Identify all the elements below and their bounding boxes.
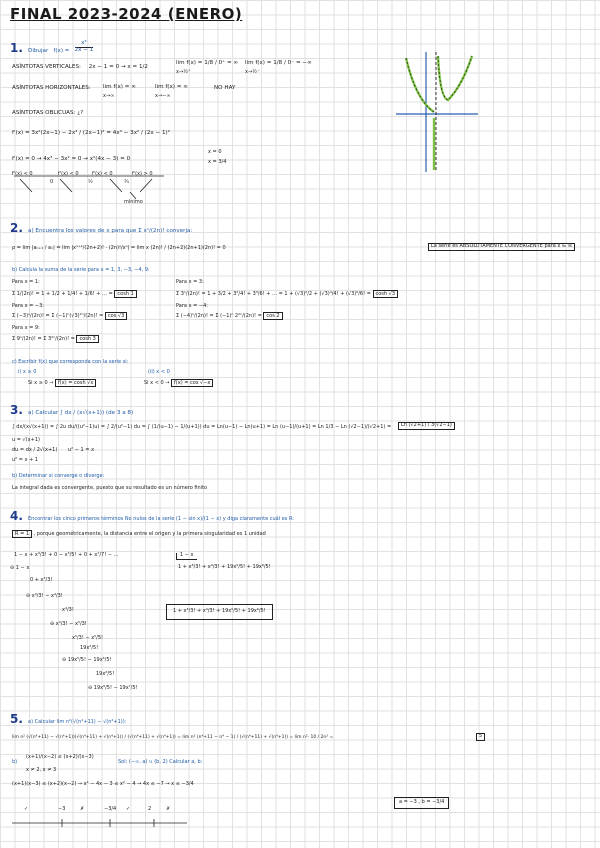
xm4-result: cos 2: [263, 312, 282, 320]
x9-label: Para x = 9:: [12, 325, 40, 331]
problem-2-prompt-c: c) Escribir f(x) que corresponda con la serie si:: [12, 359, 129, 365]
division-step-4: ⊖ 19x⁵/5! − 19x⁶/5!: [62, 657, 112, 663]
line-mark-2: −3: [58, 806, 66, 812]
critical-solution-1: x = 0: [208, 149, 222, 155]
cii-expression: [144, 381, 213, 387]
critical-points: f'(x) = 0 → 4x³ − 3x² = 0 → x²(4x − 3) = 0: [12, 156, 131, 162]
ci-label: i) x ≥ 0: [18, 369, 37, 375]
problem-5-b-label: b): [12, 759, 18, 765]
problem-2-prompt-b: b) Calcula la suma de la serie para x = 1, 3, −3, −4, 9:: [12, 267, 150, 273]
problem-1-number: 1.: [10, 41, 23, 55]
ah-limit-neg-sub: x→−∞: [155, 93, 171, 99]
sign-2: f'(x) < 0: [58, 171, 79, 177]
av-label: ASÍNTOTAS VERTICALES:: [12, 64, 81, 70]
line-mark-6: 2: [148, 806, 152, 812]
x3-result: cosh √3: [373, 290, 399, 298]
ah-limit-neg: lim f(x) = ∞: [155, 84, 188, 90]
integral-solution: ∫ dx/(x√(x+1)) = ∫ 2u du/((u²−1)u) = ∫ 2/(u²−1) du = ∫ (1/(u−1) − 1/(u+1)) du = Ln(u−1) − Ln(u+1) = Ln (u−1)/(u+1) = Ln 1/3 − Ln (√2−1)/(√2+1) =: [12, 424, 392, 430]
ao-label: ASÍNTOTAS OBLICUAS: ¿?: [12, 110, 84, 116]
problem-2-prompt-a: a) Encuentra los valores de x para que Σ xⁿ/(2n)! converja:: [28, 228, 193, 234]
problem-4-prompt: Encontrar los cinco primeros términos No nulos de la serie (1 − sin x)/(1 − x) y diga claramente cuál es R:: [28, 516, 294, 522]
problem-3-prompt-a: a) Calcular ∫ dx / (x√(x+1)) (de 3 a 8): [28, 410, 134, 416]
problem-2-number: 2.: [10, 221, 23, 235]
limit-solution: lim n² (√(n⁴+11) − √(n⁴+1))(√(n⁴+11) + √(n⁴+1)) / (√(n⁴+11) + √(n⁴+1)) = lim n² (n⁴+11 − n⁴ − 1) / (√(n⁴+11) + √(n⁴+1)) = lim n²· 10 / 2n² =: [12, 735, 334, 740]
cii-label: (ii) x < 0: [148, 369, 170, 375]
sub-x: u² − 1 = x: [68, 447, 95, 453]
av-limit-right-sub: x→½⁺: [176, 69, 191, 75]
cii-result: f(x) = cos √−x: [171, 379, 213, 387]
problem-5-prompt-a: a) Calcular lim n²(√(n⁴+11) − √(n⁴+1)):: [28, 719, 127, 725]
division-step-5: ⊖ 19x⁶/5! − 19x⁷/5!: [88, 685, 138, 691]
sign-1: f'(x) < 0: [12, 171, 33, 177]
x1-label: Para x = 1:: [12, 279, 40, 285]
inequality-domain: x ≠ 2, x ≠ 3: [26, 767, 57, 773]
xm3-expression: [12, 314, 127, 320]
inequality-work: (x+1)(x−3) ≤ (x+2)(x−2) → x² − 4x − 3 ≤ x² − 4 → 4x ≤ −7 → x ≤ −3/4: [12, 781, 194, 787]
line-mark-3: ✗: [80, 806, 85, 812]
problem-4-header: [10, 506, 294, 524]
radius-line: [12, 532, 266, 538]
minimum-label: mínimo: [124, 199, 143, 205]
radius-explanation: , porque geométricamente, la distancia entre el origen y la primera singularidad es 1 unidad: [33, 531, 266, 537]
sign-3: f'(x) < 0: [92, 171, 113, 177]
division-quotient: 1 + x³/3! + x⁴/3! + 19x⁵/5! + 19x⁶/5!: [178, 564, 271, 570]
division-remainder-1: 0 + x³/3!: [30, 577, 53, 583]
problem-2-header: [10, 218, 192, 236]
inequality-result: a = −3 , b = −3/4: [394, 797, 449, 809]
convergence-conclusion: La serie es ABSOLUTAMENTE CONVERGENTE para x ∈ ℝ: [428, 243, 575, 251]
problem-1-fraction: [75, 41, 94, 54]
problem-3-number: 3.: [10, 403, 23, 417]
x3-expression: [176, 292, 398, 298]
division-remainder-4: 19x⁶/5!: [96, 671, 115, 677]
problem-3-header: [10, 400, 133, 418]
problem-1-prompt: Dibujar: [28, 48, 49, 54]
sign-4: f'(x) > 0: [132, 171, 153, 177]
division-remainder-3: x⁵/3! − x⁵/5!: [72, 635, 104, 641]
division-step-2: ⊖ x³/3! − x⁴/3!: [26, 593, 63, 599]
problem-5-header: [10, 709, 126, 727]
problem-3-answer-b: La integral dada es convergente, puesto que su resultado es un número finito: [12, 485, 208, 491]
sub-u-squared: u² = x + 1: [12, 457, 39, 463]
av-limit-left-sub: x→½⁻: [245, 69, 260, 75]
number-line: [12, 816, 192, 830]
division-divisor: 1 − x: [176, 553, 197, 560]
x1-sum: Σ 1/(2n)! = 1 + 1/2 + 1/4! + 1/6! + … =: [12, 291, 113, 297]
sign-mark-0: 0: [50, 179, 54, 185]
integral-result: Ln (√2+1) / 3(√2−1): [398, 422, 455, 430]
function-graph: [396, 52, 478, 172]
page-title: FINAL 2023-2024 (ENERO): [10, 5, 243, 23]
line-mark-4: −3/4: [104, 806, 117, 812]
division-step-1: ⊖ 1 − x: [10, 565, 30, 571]
ci-expression: [28, 381, 96, 387]
xm3-label: Para x = −3:: [12, 303, 44, 309]
av-limit-left: lim f(x) = 1/8 / 0⁻ = −∞: [245, 60, 312, 66]
x9-expression: [12, 337, 99, 343]
problem-1-denominator: 2x − 1: [74, 47, 94, 53]
ci-condition: Si x ≥ 0 →: [28, 380, 54, 386]
division-remainder-3b: 19x⁵/5!: [80, 645, 99, 651]
ah-limit-pos-sub: x→∞: [103, 93, 115, 99]
inequality-solution-form: Sol: (−∞, a) ∪ (b, 2) Calcular a, b:: [118, 759, 203, 765]
radius-result: R = 1: [12, 530, 32, 538]
ah-limit-pos: lim f(x) = ∞: [103, 84, 136, 90]
x9-result: cosh 3: [76, 335, 98, 343]
xm4-expression: [176, 314, 283, 320]
line-mark-1: ✓: [24, 806, 29, 812]
vertical-asymptotes: [12, 64, 148, 70]
sub-u: u = √(x+1): [12, 437, 40, 443]
critical-solution-2: x = 3/4: [208, 159, 227, 165]
xm4-label: Para x = −4:: [176, 303, 208, 309]
division-step-3: ⊖ x⁴/3! − x⁵/3!: [50, 621, 87, 627]
sub-du: du = dx / 2√(x+1): [12, 447, 58, 453]
x3-label: Para x = 3:: [176, 279, 204, 285]
x3-sum: Σ 3ⁿ/(2n)! = 1 + 3/2 + 3²/4! + 3³/6! + … = 1 + (√3)²/2 + (√3)⁴/4! + (√3)⁶/6! =: [176, 291, 371, 297]
sign-mark-three-quarters: ¾: [124, 179, 129, 185]
division-remainder-2: x⁴/3!: [62, 607, 74, 613]
x9-sum: Σ 9ⁿ/(2n)! = Σ 3²ⁿ/(2n)! =: [12, 336, 75, 342]
division-dividend: 1 − x + x³/3! + 0 − x⁵/5! + 0 + x⁷/7! − …: [14, 552, 119, 558]
ci-result: f(x) = cosh √x: [55, 379, 96, 387]
x1-result: cosh 1: [114, 290, 136, 298]
xm4-sum: Σ (−4)ⁿ/(2n)! = Σ (−1)ⁿ 2²ⁿ/(2n)! =: [176, 313, 262, 319]
sign-mark-half: ½: [88, 179, 93, 185]
line-mark-7: ✗: [166, 806, 171, 812]
av-limit-right: lim f(x) = 1/8 / 0⁺ = ∞: [176, 60, 239, 66]
problem-5-number: 5.: [10, 712, 23, 726]
inequality: (x+1)/(x−2) ≤ (x+2)/(x−3): [26, 754, 94, 760]
limit-result: 5: [476, 733, 485, 741]
problem-1-numerator: x³: [81, 40, 87, 47]
av-equation: 2x − 1 = 0 → x = 1/2: [88, 64, 148, 70]
ah-label: ASÍNTOTAS HORIZONTALES:: [12, 85, 91, 91]
problem-1-header: [10, 38, 93, 56]
xm3-sum: Σ (−3)ⁿ/(2n)! = Σ (−1)ⁿ(√3)²ⁿ/(2n)! =: [12, 313, 104, 319]
cii-condition: Si x < 0 →: [144, 380, 170, 386]
problem-1-fx: f(x) =: [53, 48, 70, 54]
series-result: 1 + x³/3! + x⁴/3! + 19x⁵/5! + 19x⁶/5!: [166, 604, 273, 620]
problem-4-number: 4.: [10, 509, 23, 523]
problem-3-prompt-b: b) Determinar si converge o diverge:: [12, 473, 105, 479]
xm3-result: cos √3: [105, 312, 127, 320]
derivative: f'(x) = 3x²(2x−1) − 2x³ / (2x−1)² = 4x³ − 3x² / (2x − 1)²: [12, 130, 170, 136]
x1-expression: [12, 292, 137, 298]
ratio-test: ρ = lim |aₙ₊₁ / aₙ| = lim |xⁿ⁺¹/(2n+2)! · (2n)!/xⁿ| = lim x (2n)! / (2n+2)(2n+1)(2n)! = 0: [12, 245, 226, 251]
ah-none: NO HAY: [214, 85, 236, 91]
line-mark-5: ✓: [126, 806, 131, 812]
